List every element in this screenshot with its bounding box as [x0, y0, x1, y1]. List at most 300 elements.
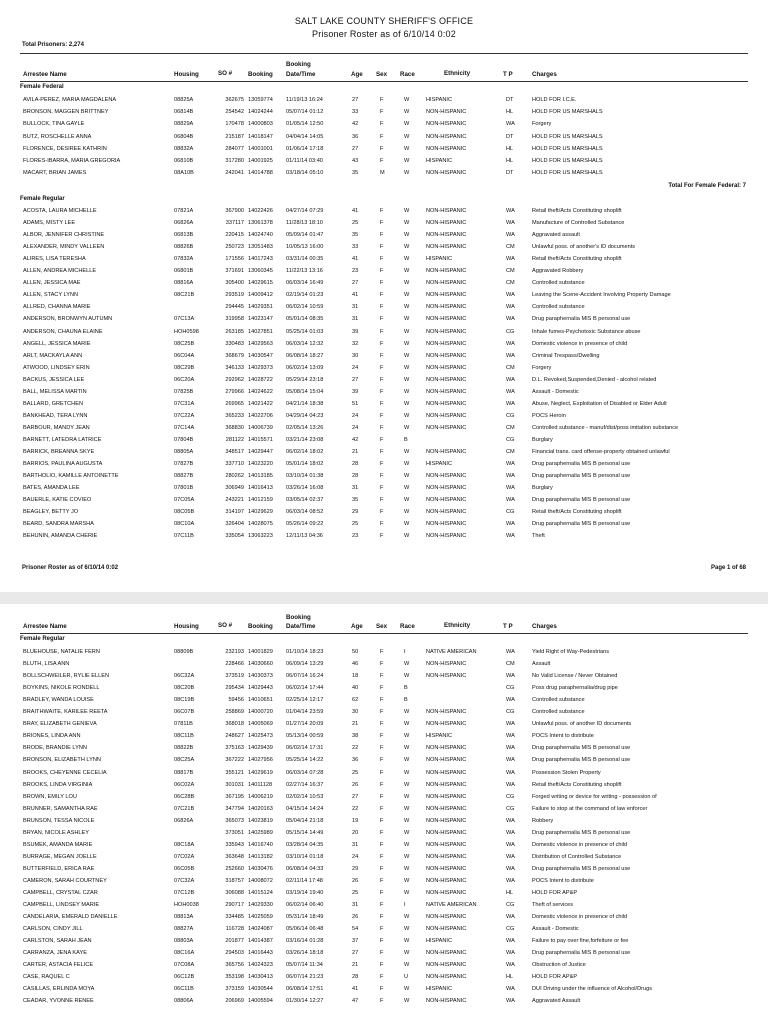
- cell-ethnicity: NON-HISPANIC: [426, 220, 467, 227]
- cell-booking-number: 14016413: [248, 485, 273, 492]
- table-row: [0, 770, 768, 780]
- cell-race: W: [404, 521, 410, 528]
- table-row: [0, 697, 768, 707]
- cell-sex: F: [380, 853, 384, 860]
- cell-charges: POCS Intent to distribute: [532, 877, 594, 884]
- cell-booking-number: 14001829: [248, 649, 273, 655]
- cell-age: 30: [352, 709, 359, 716]
- cell-arrestee-name: BULLOCK, TINA GAYLE: [23, 121, 85, 128]
- cell-housing: 08806A: [174, 998, 194, 1005]
- cell-so-number: 258869: [225, 709, 244, 716]
- cell-sex: F: [380, 757, 384, 764]
- cell-arrestee-name: BOYKINS, NIKOLE RONDELL: [23, 685, 100, 692]
- cell-arrestee-name: ALEXANDER, MINDY VALLEEN: [23, 244, 105, 251]
- cell-tp: WA: [506, 673, 515, 680]
- cell-sex: F: [380, 685, 384, 692]
- cell-housing: 08827A: [174, 926, 194, 933]
- table-row: [0, 926, 768, 936]
- table-row: [0, 158, 768, 168]
- table-row: [0, 146, 768, 156]
- cell-age: 29: [352, 509, 359, 516]
- cell-race: W: [404, 926, 410, 933]
- cell-race: W: [404, 121, 410, 128]
- cell-tp: WA: [506, 914, 515, 921]
- cell-booking-datetime: 06/08/14 04:33: [286, 865, 324, 872]
- cell-tp: WA: [506, 769, 515, 776]
- cell-sex: F: [380, 352, 384, 359]
- cell-ethnicity: NON-HISPANIC: [426, 998, 467, 1005]
- cell-tp: WA: [506, 841, 515, 848]
- table-row: [0, 733, 768, 743]
- cell-tp: WA: [506, 938, 515, 945]
- cell-sex: F: [380, 473, 384, 480]
- cell-tp: WA: [506, 697, 515, 704]
- table-row: [0, 998, 768, 1008]
- cell-so-number: 353198: [225, 974, 244, 981]
- cell-race: W: [404, 208, 410, 214]
- cell-charges: Forgery: [532, 121, 552, 128]
- cell-booking-number: 14023220: [248, 461, 273, 468]
- cell-so-number: 290717: [225, 902, 244, 909]
- cell-booking-number: 14018147: [248, 133, 273, 140]
- cell-sex: F: [380, 829, 384, 836]
- cell-booking-number: 14027851: [248, 328, 273, 335]
- cell-booking-datetime: 05/26/14 09:22: [286, 521, 324, 528]
- cell-race: I: [404, 902, 406, 909]
- cell-race: I: [404, 649, 406, 655]
- cell-charges: Burglary: [532, 436, 553, 443]
- cell-booking-number: 14029439: [248, 745, 273, 752]
- table-row: [0, 649, 768, 659]
- table-row: [0, 878, 768, 888]
- cell-booking-datetime: 06/03/14 16:49: [286, 280, 324, 287]
- table-row: [0, 521, 768, 531]
- cell-ethnicity: NATIVE AMERICAN: [426, 902, 477, 909]
- cell-booking-number: 14001001: [248, 145, 273, 152]
- cell-race: W: [404, 256, 410, 263]
- cell-charges: Aggravated Robbery: [532, 268, 584, 275]
- roster-page-2: [0, 604, 768, 1024]
- cell-sex: F: [380, 962, 384, 969]
- cell-booking-number: 14005594: [248, 998, 273, 1005]
- cell-tp: WA: [506, 376, 515, 383]
- cell-charges: Retail theft/Acts Constituting shoplift: [532, 509, 622, 516]
- cell-charges: Aggravated assault: [532, 232, 580, 239]
- cell-ethnicity: NON-HISPANIC: [426, 292, 467, 299]
- cell-age: 41: [352, 256, 359, 263]
- cell-booking-datetime: 06/02/14 17:31: [286, 745, 324, 752]
- cell-so-number: 263185: [225, 328, 244, 335]
- cell-so-number: 330483: [225, 340, 244, 347]
- cell-charges: Domestic violence in presence of child: [532, 841, 628, 848]
- cell-sex: F: [380, 950, 384, 957]
- cell-arrestee-name: CAMPBELL, CRYSTAL CZAR: [23, 890, 98, 896]
- cell-sex: F: [380, 436, 384, 443]
- cell-arrestee-name: BEARD, SANDRA MARSHA: [23, 521, 94, 528]
- cell-age: 51: [352, 400, 359, 407]
- cell-so-number: 367900: [225, 208, 244, 214]
- cell-housing: 07C11B: [174, 533, 194, 540]
- cell-booking-datetime: 05/08/14 15:04: [286, 388, 324, 395]
- cell-race: W: [404, 509, 410, 516]
- cell-arrestee-name: ALLEN, ANDREA MICHELLE: [23, 268, 97, 275]
- cell-housing: 06801B: [174, 268, 194, 275]
- cell-tp: WA: [506, 497, 515, 504]
- table-row: [0, 413, 768, 423]
- cell-booking-datetime: 05/01/14 08:35: [286, 316, 324, 323]
- cell-arrestee-name: ACOSTA, LAURA MICHELLE: [23, 208, 97, 214]
- cell-charges: HOLD FOR AP&P: [532, 890, 578, 896]
- cell-housing: 06810B: [174, 158, 194, 164]
- cell-ethnicity: NATIVE AMERICAN: [426, 649, 477, 655]
- cell-booking-datetime: 11/19/13 16:24: [286, 97, 323, 103]
- cell-age: 37: [352, 938, 359, 945]
- cell-arrestee-name: ANDERSON, BRONWYN AUTUMN: [23, 316, 113, 323]
- cell-booking-datetime: 10/05/13 16:00: [286, 244, 324, 251]
- cell-sex: F: [380, 97, 384, 103]
- cell-race: W: [404, 998, 410, 1005]
- cell-booking-number: 13051483: [248, 244, 273, 251]
- cell-sex: F: [380, 745, 384, 752]
- cell-so-number: 337117: [225, 220, 244, 227]
- cell-race: W: [404, 328, 410, 335]
- cell-booking-datetime: 05/01/14 18:02: [286, 461, 324, 468]
- col-booking-date: Date/Time: [286, 71, 316, 78]
- cell-tp: WA: [506, 121, 515, 128]
- cell-tp: WA: [506, 733, 515, 740]
- cell-ethnicity: NON-HISPANIC: [426, 890, 467, 896]
- cell-booking-datetime: 02/25/14 12:17: [286, 697, 324, 704]
- cell-arrestee-name: BEHUNIN, AMANDA CHERIE: [23, 533, 98, 540]
- cell-booking-number: 14015571: [248, 436, 273, 443]
- cell-sex: F: [380, 521, 384, 528]
- cell-sex: F: [380, 220, 384, 227]
- cell-booking-datetime: 06/03/14 08:52: [286, 509, 324, 516]
- cell-booking-datetime: 04/15/14 14:24: [286, 805, 324, 812]
- cell-sex: F: [380, 376, 384, 383]
- cell-ethnicity: NON-HISPANIC: [426, 424, 467, 431]
- cell-tp: WA: [506, 817, 515, 824]
- cell-sex: F: [380, 709, 384, 716]
- cell-booking-number: 14005069: [248, 721, 273, 728]
- cell-race: W: [404, 352, 410, 359]
- cell-booking-datetime: 06/02/14 13:09: [286, 364, 324, 371]
- cell-charges: Robbery: [532, 817, 554, 824]
- cell-age: 62: [352, 697, 359, 704]
- cell-age: 27: [352, 950, 359, 957]
- cell-housing: 08817B: [174, 769, 194, 776]
- cell-booking-datetime: 04/04/14 14:05: [286, 133, 324, 140]
- cell-booking-datetime: 05/06/14 06:48: [286, 926, 324, 933]
- cell-age: 31: [352, 485, 359, 492]
- cell-ethnicity: NON-HISPANIC: [426, 244, 467, 251]
- cell-race: W: [404, 841, 410, 848]
- cell-race: W: [404, 709, 410, 716]
- cell-age: 25: [352, 220, 359, 227]
- cell-charges: POCS Intent to distribute: [532, 733, 594, 740]
- cell-race: W: [404, 158, 410, 164]
- cell-so-number: 281122: [225, 436, 244, 443]
- cell-ethnicity: NON-HISPANIC: [426, 865, 467, 872]
- table-row: [0, 304, 768, 314]
- cell-charges: Unlawful poss. of another ID documents: [532, 721, 632, 728]
- cell-booking-datetime: 06/07/14 21:23: [286, 974, 324, 981]
- cell-housing: 08816A: [174, 280, 194, 287]
- cell-booking-number: 14008072: [248, 877, 273, 884]
- cell-arrestee-name: BROOKS, LINDA VIRGINIA: [23, 781, 93, 788]
- cell-housing: 08C16A: [174, 950, 195, 957]
- cell-ethnicity: NON-HISPANIC: [426, 914, 467, 921]
- cell-arrestee-name: BATES, AMANDA LEE: [23, 485, 80, 492]
- page-separator: [0, 592, 768, 604]
- col-age: Age: [351, 623, 363, 630]
- cell-ethnicity: NON-HISPANIC: [426, 485, 467, 492]
- cell-so-number: 348517: [225, 449, 244, 455]
- cell-booking-datetime: 03/31/14 00:35: [286, 256, 324, 263]
- cell-ethnicity: NON-HISPANIC: [426, 841, 467, 848]
- cell-tp: HL: [506, 109, 514, 116]
- cell-age: 25: [352, 769, 359, 776]
- cell-housing: 08C25A: [174, 757, 195, 764]
- cell-race: W: [404, 533, 410, 540]
- cell-charges: Controlled substance - manuf/dist/poss imitation substance: [532, 424, 679, 431]
- table-row: [0, 244, 768, 254]
- cell-arrestee-name: BAUERLE, KATIE COVIEO: [23, 497, 92, 504]
- cell-charges: Retail theft/Acts Constituting shoplift: [532, 208, 622, 214]
- cell-booking-number: 14021422: [248, 400, 273, 407]
- cell-booking-number: 14029330: [248, 902, 273, 909]
- cell-charges: Controlled substance: [532, 280, 585, 287]
- cell-booking-datetime: 03/26/14 18:18: [286, 950, 324, 957]
- cell-sex: F: [380, 509, 384, 516]
- cell-booking-datetime: 03/10/14 01:18: [286, 853, 324, 860]
- cell-booking-number: 14030547: [248, 352, 273, 359]
- cell-charges: Possession Stolen Property: [532, 769, 601, 776]
- cell-housing: 07801B: [174, 485, 194, 492]
- cell-age: 31: [352, 304, 359, 311]
- cell-housing: 07C05A: [174, 497, 195, 504]
- cell-tp: WA: [506, 950, 515, 957]
- cell-sex: F: [380, 793, 384, 800]
- cell-ethnicity: NON-HISPANIC: [426, 121, 467, 128]
- cell-charges: Forged writing or device for writing - possession of: [532, 793, 657, 800]
- cell-tp: WA: [506, 757, 515, 764]
- table-row: [0, 365, 768, 375]
- cell-booking-datetime: 03/19/14 19:40: [286, 890, 324, 896]
- cell-tp: WA: [506, 340, 515, 347]
- cell-so-number: 242041: [225, 170, 244, 177]
- cell-charges: Assault - Domestic: [532, 926, 579, 933]
- table-row: [0, 268, 768, 278]
- table-row: [0, 757, 768, 767]
- cell-tp: WA: [506, 865, 515, 872]
- cell-housing: 07C22A: [174, 412, 195, 419]
- cell-so-number: 367222: [225, 757, 244, 764]
- cell-age: 35: [352, 232, 359, 239]
- cell-tp: WA: [506, 521, 515, 528]
- cell-ethnicity: NON-HISPANIC: [426, 926, 467, 933]
- cell-charges: Drug paraphernalia MIS B personal use: [532, 745, 631, 752]
- cell-charges: HOLD FOR AP&P: [532, 974, 578, 981]
- cell-so-number: 355121: [225, 769, 244, 776]
- cell-ethnicity: NON-HISPANIC: [426, 769, 467, 776]
- cell-race: W: [404, 673, 410, 680]
- cell-race: W: [404, 733, 410, 740]
- cell-so-number: 368679: [225, 352, 244, 359]
- cell-sex: F: [380, 133, 384, 140]
- cell-arrestee-name: BEAGLEY, BETTY JO: [23, 509, 79, 516]
- cell-booking-number: 14030660: [248, 661, 273, 668]
- total-prisoners: Total Prisoners: 2,274: [22, 42, 84, 48]
- cell-so-number: 171556: [225, 256, 244, 263]
- cell-ethnicity: NON-HISPANIC: [426, 145, 467, 152]
- cell-housing: HOH0038: [174, 902, 199, 909]
- cell-housing: 06C05B: [174, 865, 195, 872]
- cell-so-number: 365073: [225, 817, 244, 824]
- cell-tp: DT: [506, 133, 514, 140]
- cell-housing: 08805A: [174, 449, 194, 455]
- cell-charges: Drug paraphernalia MIS B personal use: [532, 521, 631, 528]
- cell-age: 22: [352, 745, 359, 752]
- cell-race: U: [404, 974, 409, 981]
- cell-ethnicity: NON-HISPANIC: [426, 721, 467, 728]
- cell-arrestee-name: CARLSTON, SARAH JEAN: [23, 938, 92, 945]
- table-row: [0, 938, 768, 948]
- cell-booking-datetime: 06/02/14 18:02: [286, 449, 324, 455]
- cell-booking-number: 14016443: [248, 950, 273, 957]
- cell-tp: CM: [506, 661, 515, 668]
- cell-ethnicity: NON-HISPANIC: [426, 757, 467, 764]
- cell-race: W: [404, 292, 410, 299]
- section-female-federal: Female Federal: [20, 84, 64, 90]
- table-row: [0, 485, 768, 495]
- cell-arrestee-name: MACART, BRIAN JAMES: [23, 170, 87, 177]
- cell-race: W: [404, 364, 410, 371]
- cell-race: W: [404, 449, 410, 455]
- cell-sex: F: [380, 364, 384, 371]
- cell-arrestee-name: BRUNNER, SAMANTHA RAE: [23, 805, 98, 812]
- table-row: [0, 437, 768, 447]
- cell-housing: 08813A: [174, 914, 194, 921]
- cell-age: 21: [352, 449, 359, 455]
- cell-charges: Controlled substance: [532, 304, 585, 311]
- cell-charges: HOLD FOR US MARSHALS: [532, 145, 603, 152]
- table-row: [0, 341, 768, 351]
- cell-ethnicity: NON-HISPANIC: [426, 170, 467, 177]
- cell-arrestee-name: BARTHOLIO, KAMILLE ANTOINETTE: [23, 473, 119, 480]
- cell-charges: D.L. Revoked,Suspended,Denied - alcohol related: [532, 376, 657, 383]
- cell-so-number: 337710: [225, 461, 244, 468]
- header-rule-top: [20, 53, 748, 54]
- cell-booking-number: 14010651: [248, 697, 273, 704]
- cell-charges: Controlled substance: [532, 709, 585, 716]
- cell-race: W: [404, 745, 410, 752]
- cell-race: W: [404, 145, 410, 152]
- cell-age: 27: [352, 145, 359, 152]
- cell-booking-datetime: 05/13/14 00:59: [286, 733, 324, 740]
- cell-race: W: [404, 424, 410, 431]
- cell-booking-datetime: 04/27/14 07:29: [286, 208, 324, 214]
- cell-housing: 07C08A: [174, 962, 195, 969]
- cell-sex: F: [380, 121, 384, 128]
- cell-so-number: 232193: [225, 649, 244, 655]
- cell-booking-number: 14029629: [248, 509, 273, 516]
- cell-so-number: 306088: [225, 890, 244, 896]
- cell-tp: CM: [506, 449, 515, 455]
- cell-sex: F: [380, 497, 384, 504]
- cell-housing: 06C02A: [174, 781, 195, 788]
- cell-ethnicity: HISPANIC: [426, 158, 453, 164]
- cell-booking-datetime: 05/31/14 18:49: [286, 914, 324, 921]
- cell-booking-number: 14022426: [248, 208, 273, 214]
- cell-ethnicity: NON-HISPANIC: [426, 962, 467, 969]
- cell-booking-number: 14011128: [248, 781, 273, 788]
- cell-age: 20: [352, 829, 359, 836]
- section-female-regular: Female Regular: [20, 196, 65, 202]
- table-row: [0, 121, 768, 131]
- cell-charges: Financial trans. card offense-property obtained unlawful: [532, 449, 670, 455]
- cell-charges: Yield Right of Way-Pedestrians: [532, 649, 609, 655]
- cell-tp: CM: [506, 268, 515, 275]
- cell-booking-number: 14029351: [248, 304, 273, 311]
- cell-ethnicity: NON-HISPANIC: [426, 521, 467, 528]
- cell-housing: 08C25B: [174, 340, 195, 347]
- cell-charges: Abuse, Neglect, Exploitation of Disabled or Elder Adult: [532, 400, 667, 407]
- cell-housing: 07C02A: [174, 853, 195, 860]
- cell-booking-datetime: 03/10/14 01:38: [286, 473, 324, 480]
- table-row: [0, 806, 768, 816]
- cell-age: 24: [352, 853, 359, 860]
- cell-tp: WA: [506, 877, 515, 884]
- cell-arrestee-name: BRADLEY, WANDA LOUISE: [23, 697, 94, 704]
- cell-tp: HL: [506, 158, 514, 164]
- cell-booking-number: 14006739: [248, 424, 273, 431]
- cell-tp: CM: [506, 364, 515, 371]
- cell-arrestee-name: BSUMEK, AMANDA MARIE: [23, 841, 93, 848]
- cell-arrestee-name: ALIRES, LISA TERESHA: [23, 256, 86, 263]
- cell-charges: POCS Heroin: [532, 412, 566, 419]
- col-so-number: SO #: [218, 622, 233, 629]
- table-row: [0, 109, 768, 119]
- section-female-regular-2: Female Regular: [20, 636, 65, 642]
- cell-so-number: 248627: [225, 733, 244, 740]
- cell-tp: WA: [506, 292, 515, 299]
- cell-tp: CM: [506, 244, 515, 251]
- cell-ethnicity: NON-HISPANIC: [426, 473, 467, 480]
- table-row: [0, 890, 768, 900]
- cell-tp: DT: [506, 170, 514, 177]
- cell-sex: F: [380, 926, 384, 933]
- cell-arrestee-name: CASE, RAQUEL C: [23, 974, 70, 981]
- cell-booking-number: 14024244: [248, 109, 273, 116]
- cell-arrestee-name: BUTTERFIELD, ERICA RAE: [23, 865, 95, 872]
- cell-charges: Burglary: [532, 485, 553, 492]
- cell-charges: DUI Driving under the influence of Alcohol/Drugs: [532, 986, 653, 993]
- cell-tp: WA: [506, 829, 515, 836]
- col-tp: T P: [503, 71, 513, 78]
- cell-age: 28: [352, 473, 359, 480]
- cell-age: 46: [352, 661, 359, 668]
- cell-booking-number: 14029373: [248, 364, 273, 371]
- cell-booking-datetime: 12/11/13 04:36: [286, 533, 323, 540]
- cell-tp: HL: [506, 890, 514, 896]
- footer-page-number: Page 1 of 68: [710, 565, 746, 571]
- cell-arrestee-name: BARBOUR, MANDY JEAN: [23, 424, 90, 431]
- cell-arrestee-name: AVILA-PEREZ, MARIA MAGDALENA: [23, 97, 117, 103]
- cell-arrestee-name: ANGELL, JESSICA MARIE: [23, 340, 91, 347]
- cell-charges: Theft: [532, 533, 545, 540]
- cell-booking-datetime: 05/15/14 14:49: [286, 829, 324, 836]
